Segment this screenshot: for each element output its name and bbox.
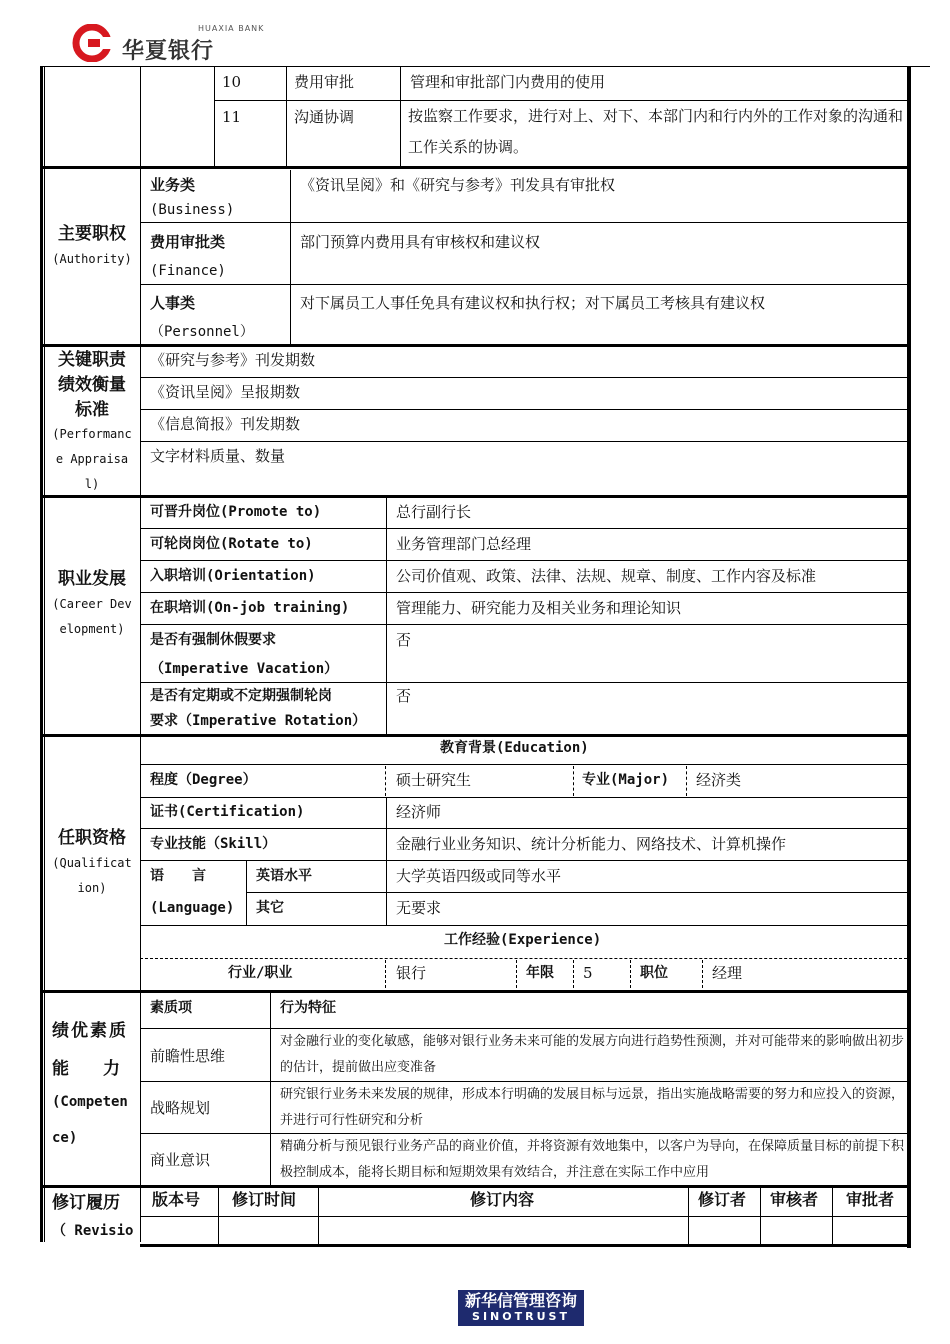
career-value: 否 bbox=[396, 631, 412, 649]
degree-label: 程度（Degree） bbox=[150, 772, 257, 788]
position-label: 职位 bbox=[640, 965, 668, 981]
industry-value: 银行 bbox=[396, 964, 427, 982]
competence-col-item: 素质项 bbox=[150, 1000, 192, 1016]
career-value: 管理能力、研究能力及相关业务和理论知识 bbox=[396, 599, 682, 617]
duty-desc: 管理和审批部门内费用的使用 bbox=[410, 73, 606, 91]
other-lang-label: 其它 bbox=[256, 900, 284, 916]
kpi-label: 关键职责绩效衡量标准 bbox=[58, 350, 126, 420]
revision-label-en: （ Revisio bbox=[52, 1223, 134, 1239]
qualification-label: 任职资格 bbox=[58, 828, 126, 848]
huaxia-bank-logo bbox=[70, 22, 265, 64]
revision-col-reviewer: 审核者 bbox=[770, 1190, 819, 1209]
cert-label: 证书(Certification) bbox=[150, 804, 305, 820]
authority-business-cn: 业务类 bbox=[150, 176, 196, 194]
career-key-en: （Imperative Vacation） bbox=[150, 661, 339, 677]
authority-business-en: (Business) bbox=[150, 202, 235, 218]
career-key: 在职培训(On-job training) bbox=[150, 600, 350, 616]
career-key: 是否有定期或不定期强制轮岗 bbox=[150, 688, 332, 704]
competence-desc: 对金融行业的变化敏感，能够对银行业务未来可能的发展方向进行趋势性预测，并对可能带来的影响做出初步的估计，提前做出应变准备 bbox=[280, 1034, 905, 1075]
career-label: 职业发展 bbox=[58, 569, 126, 589]
education-title: 教育背景(Education) bbox=[440, 740, 589, 756]
career-value: 公司价值观、政策、法律、法规、规章、制度、工作内容及标准 bbox=[396, 567, 817, 585]
language-label: 语 言 bbox=[150, 868, 206, 884]
skill-value: 金融行业业务知识、统计分析能力、网络技术、计算机操作 bbox=[396, 835, 787, 853]
authority-finance-value: 部门预算内费用具有审核权和建议权 bbox=[300, 233, 541, 251]
kpi-item: 《研究与参考》刊发期数 bbox=[150, 351, 316, 369]
experience-title: 工作经验(Experience) bbox=[444, 932, 602, 948]
language-label-en: (Language) bbox=[150, 900, 235, 916]
career-key-en: 要求（Imperative Rotation） bbox=[150, 713, 367, 729]
duty-no: 11 bbox=[222, 108, 242, 126]
authority-personnel-en: （Personnel） bbox=[150, 324, 254, 340]
duty-name: 沟通协调 bbox=[294, 108, 355, 126]
competence-label: 绩优素质 bbox=[52, 1021, 128, 1041]
duty-no: 10 bbox=[222, 73, 242, 91]
sinotrust-logo-cn: 新华信管理咨询 bbox=[464, 1291, 577, 1310]
revision-col-reviser: 修订者 bbox=[698, 1190, 747, 1209]
logo-english: HUAXIA BANK bbox=[198, 24, 265, 33]
competence-label-en: (Competen bbox=[52, 1094, 128, 1110]
qualification-sub: (Qualification) bbox=[52, 856, 132, 895]
degree-value: 硕士研究生 bbox=[396, 771, 472, 789]
sinotrust-logo-en: SINOTRUST bbox=[472, 1310, 570, 1323]
huaxia-logo-icon bbox=[70, 24, 114, 62]
years-label: 年限 bbox=[526, 965, 554, 981]
industry-label: 行业/职业 bbox=[228, 965, 293, 981]
logo-chinese: 华夏银行 bbox=[122, 39, 215, 64]
position-value: 经理 bbox=[712, 964, 743, 982]
kpi-item: 《资讯呈阅》呈报期数 bbox=[150, 383, 301, 401]
career-key: 可晋升岗位(Promote to) bbox=[150, 504, 322, 520]
authority-business-value: 《资讯呈阅》和《研究与参考》刊发具有审批权 bbox=[300, 176, 616, 194]
revision-col-approver: 审批者 bbox=[846, 1190, 895, 1209]
authority-finance-en: (Finance) bbox=[150, 263, 226, 279]
kpi-sub: (Performance Appraisal) bbox=[52, 427, 132, 491]
kpi-item: 文字材料质量、数量 bbox=[150, 447, 286, 465]
years-value: 5 bbox=[583, 964, 593, 982]
authority-personnel-cn: 人事类 bbox=[150, 294, 196, 312]
duty-desc: 按监察工作要求，进行对上、对下、本部门内和行内外的工作对象的沟通和工作关系的协调。 bbox=[408, 107, 904, 156]
career-value: 总行副行长 bbox=[396, 503, 472, 521]
competence-name: 商业意识 bbox=[150, 1151, 211, 1169]
revision-label: 修订履历 bbox=[52, 1193, 120, 1213]
competence-label-en-2: ce) bbox=[52, 1130, 78, 1146]
competence-col-behavior: 行为特征 bbox=[280, 1000, 336, 1016]
authority-finance-cn: 费用审批类 bbox=[150, 233, 226, 251]
competence-desc: 研究银行业务未来发展的规律，形成本行明确的发展目标与远景，指出实施战略需要的努力和应投入的资源，并进行可行性研究和分析 bbox=[280, 1087, 905, 1128]
career-sub: (Career Development) bbox=[52, 597, 132, 636]
competence-desc: 精确分析与预见银行业务产品的商业价值，并将资源有效地集中，以客户为导向，在保障质量目标的前提下积极控制成本，能将长期目标和短期效果有效结合，并注意在实际工作中应用 bbox=[280, 1139, 905, 1180]
major-label: 专业(Major) bbox=[582, 772, 670, 788]
other-lang-value: 无要求 bbox=[396, 899, 442, 917]
competence-name: 战略规划 bbox=[150, 1099, 211, 1117]
major-value: 经济类 bbox=[696, 771, 742, 789]
duty-name: 费用审批 bbox=[294, 73, 355, 91]
kpi-item: 《信息简报》刊发期数 bbox=[150, 415, 301, 433]
career-value: 否 bbox=[396, 687, 412, 705]
authority-personnel-value: 对下属员工人事任免具有建议权和执行权；对下属员工考核具有建议权 bbox=[300, 294, 766, 312]
authority-label: 主要职权 bbox=[58, 224, 126, 244]
revision-col-content: 修订内容 bbox=[470, 1190, 535, 1209]
english-label: 英语水平 bbox=[256, 868, 312, 884]
competence-name: 前瞻性思维 bbox=[150, 1047, 226, 1065]
revision-col-time: 修订时间 bbox=[232, 1190, 297, 1209]
english-value: 大学英语四级或同等水平 bbox=[396, 867, 562, 885]
career-key: 是否有强制休假要求 bbox=[150, 632, 276, 648]
competence-label-2: 能 力 bbox=[52, 1059, 120, 1079]
skill-label: 专业技能（Skill） bbox=[150, 836, 277, 852]
sinotrust-logo bbox=[458, 1290, 584, 1326]
career-value: 业务管理部门总经理 bbox=[396, 535, 532, 553]
authority-sub: (Authority) bbox=[52, 252, 132, 266]
revision-col-version: 版本号 bbox=[152, 1190, 201, 1209]
career-key: 入职培训(Orientation) bbox=[150, 568, 316, 584]
career-key: 可轮岗岗位(Rotate to) bbox=[150, 536, 313, 552]
cert-value: 经济师 bbox=[396, 803, 442, 821]
